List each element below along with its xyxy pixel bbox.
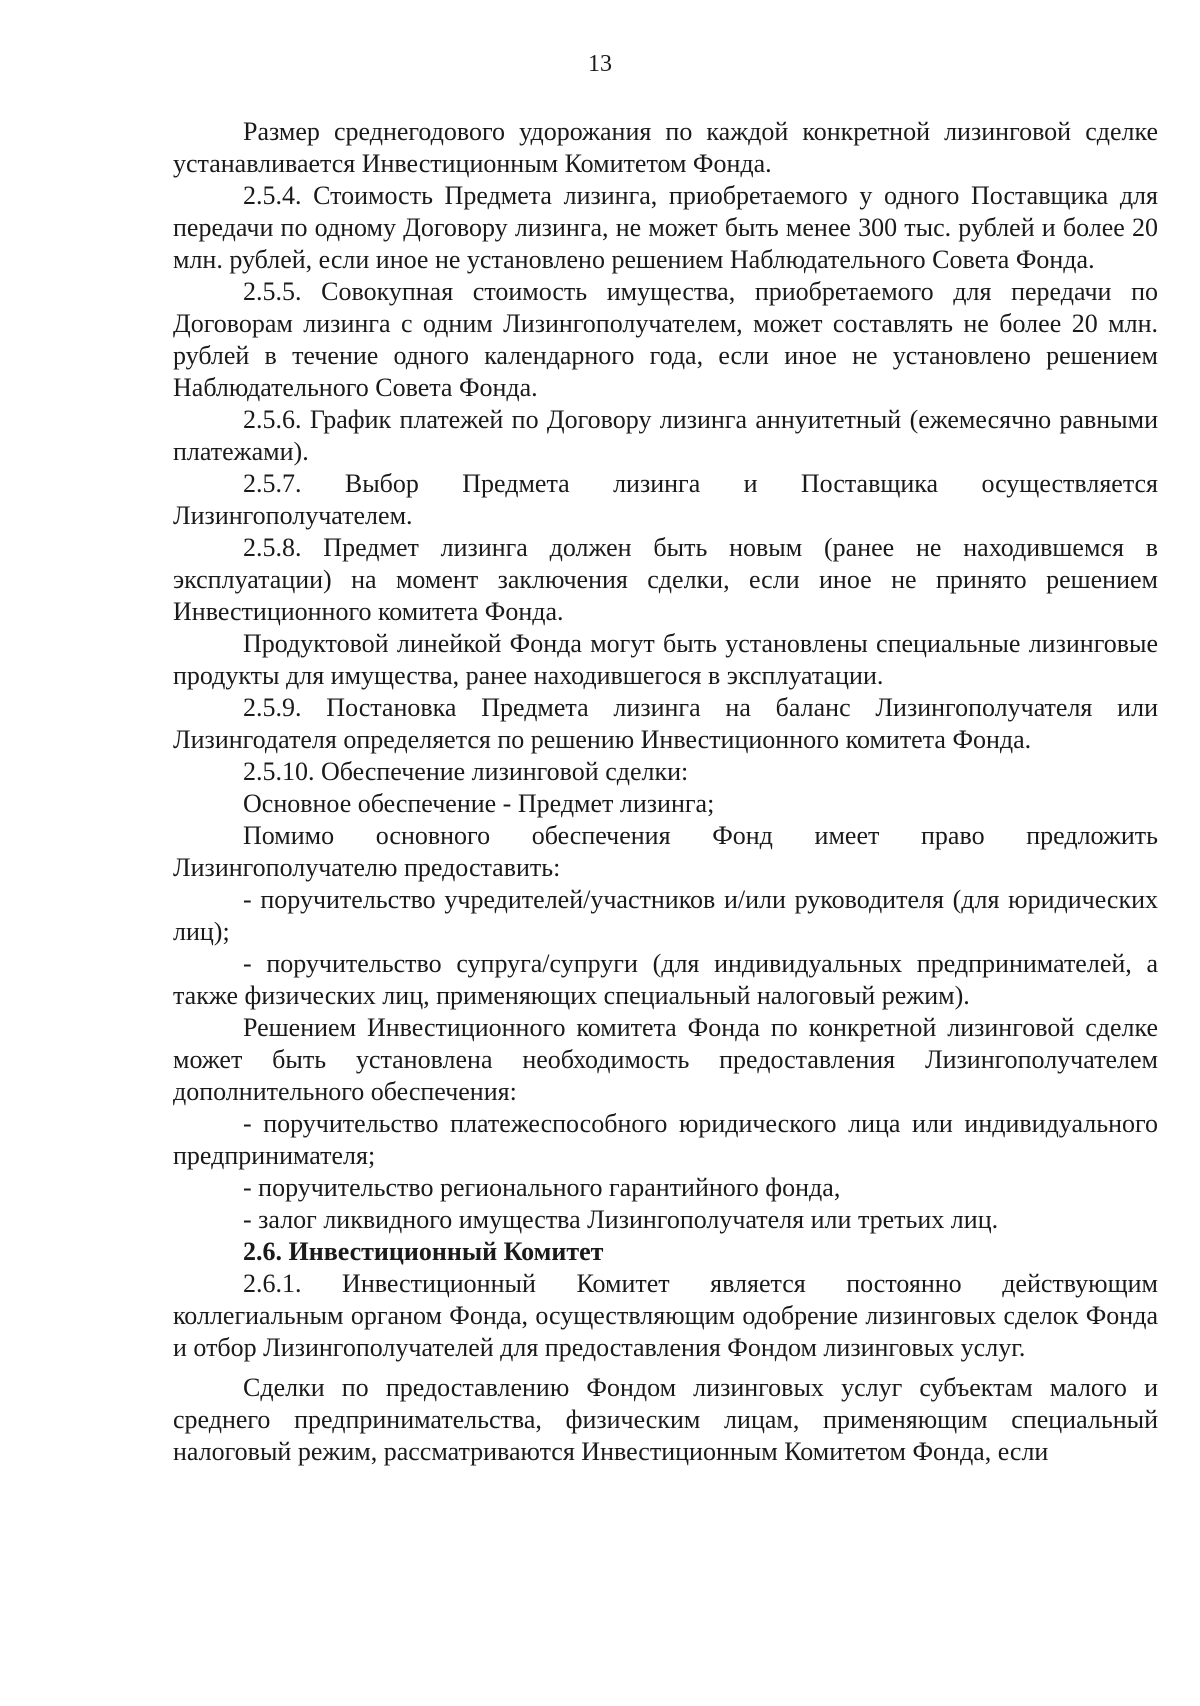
paragraph: 2.5.4. Стоимость Предмета лизинга, приобретаемого у одного Поставщика для передачи по одному Договору лизинга, не может быть менее 300 тыс. рублей и более 20 млн. рублей, если иное не установлено решением Наблюдательного Совета Фонда. (173, 181, 1158, 274)
paragraph: Помимо основного обеспечения Фонд имеет право предложить Лизингополучателю предоставить: (173, 821, 1158, 882)
list-item: - поручительство супруга/супруги (для индивидуальных предпринимателей, а также физических лиц, применяющих специальный налоговый режим). (173, 949, 1158, 1010)
page-number: 13 (588, 51, 612, 77)
list-item: - поручительство учредителей/участников и/или руководителя (для юридических лиц); (173, 885, 1158, 946)
document-body (173, 116, 1158, 1468)
paragraph: Сделки по предоставлению Фондом лизинговых услуг субъектам малого и среднего предпринимательства, физическим лицам, применяющим специальный налоговый режим, рассматриваются Инвестиционным Комитетом Фонда, если (173, 1373, 1158, 1466)
paragraph: Решением Инвестиционного комитета Фонда по конкретной лизинговой сделке может быть установлена необходимость предоставления Лизингополучателем дополнительного обеспечения: (173, 1013, 1158, 1106)
list-item: - залог ликвидного имущества Лизингополучателя или третьих лиц. (243, 1205, 999, 1234)
paragraph: 2.5.10. Обеспечение лизинговой сделки: (243, 757, 689, 786)
paragraph: 2.6.1. Инвестиционный Комитет является постоянно действующим коллегиальным органом Фонда, осуществляющим одобрение лизинговых сделок Фонда и отбор Лизингополучателей для предоставления Фондом лизинговых услуг. (173, 1269, 1158, 1362)
section-heading: 2.6. Инвестиционный Комитет (243, 1237, 604, 1266)
paragraph: 2.5.9. Постановка Предмета лизинга на баланс Лизингополучателя или Лизингодателя определяется по решению Инвестиционного комитета Фонда. (173, 693, 1158, 754)
list-item: - поручительство регионального гарантийного фонда, (243, 1173, 841, 1202)
paragraph: Основное обеспечение - Предмет лизинга; (243, 789, 715, 818)
paragraph: 2.5.5. Совокупная стоимость имущества, приобретаемого для передачи по Договорам лизинга с одним Лизингополучателем, может составлять не более 20 млн. рублей в течение одного календарного года, если иное не установлено решением Наблюдательного Совета Фонда. (173, 277, 1158, 402)
paragraph: 2.5.7. Выбор Предмета лизинга и Поставщика осуществляется Лизингополучателем. (173, 469, 1158, 530)
paragraph: 2.5.8. Предмет лизинга должен быть новым (ранее не находившемся в эксплуатации) на момент заключения сделки, если иное не принято решением Инвестиционного комитета Фонда. (173, 533, 1158, 626)
paragraph: Размер среднегодового удорожания по каждой конкретной лизинговой сделке устанавливается Инвестиционным Комитетом Фонда. (173, 117, 1158, 178)
paragraph: 2.5.6. График платежей по Договору лизинга аннуитетный (ежемесячно равными платежами). (173, 405, 1158, 466)
list-item: - поручительство платежеспособного юридического лица или индивидуального предпринимателя; (173, 1109, 1158, 1170)
paragraph: Продуктовой линейкой Фонда могут быть установлены специальные лизинговые продукты для имущества, ранее находившегося в эксплуатации. (173, 629, 1158, 690)
